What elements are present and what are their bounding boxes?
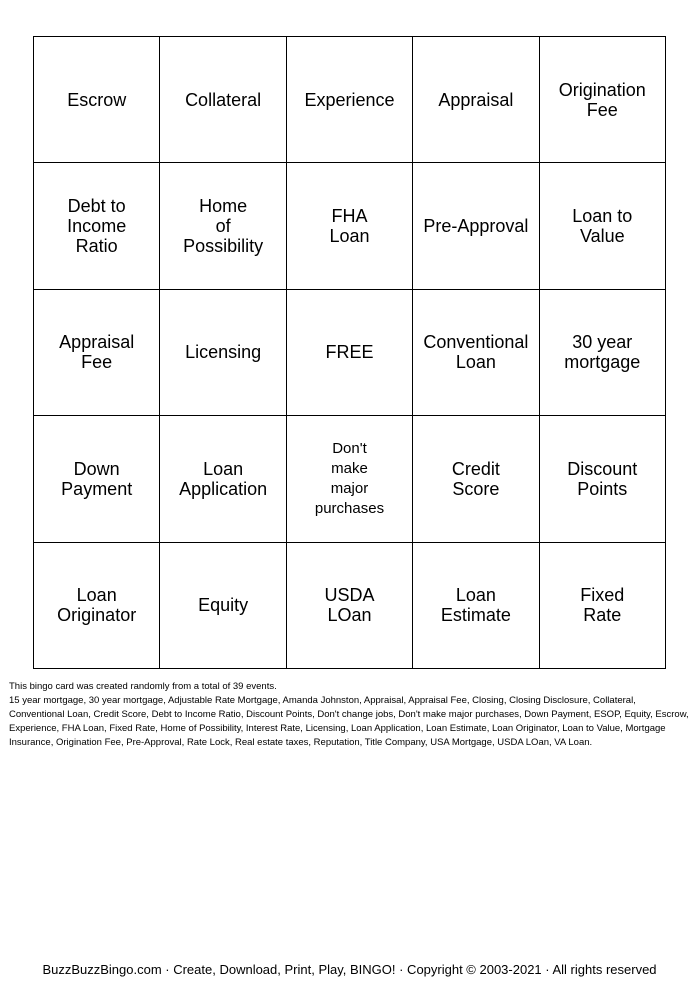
bingo-cell: Fixed Rate bbox=[540, 543, 666, 669]
bingo-cell: Conventional Loan bbox=[413, 290, 539, 416]
bingo-cell: Home of Possibility bbox=[160, 163, 286, 289]
bingo-cell: Down Payment bbox=[34, 416, 160, 542]
bingo-cell: Discount Points bbox=[540, 416, 666, 542]
card-notes bbox=[9, 680, 691, 750]
bingo-card-grid bbox=[33, 36, 666, 669]
bingo-cell: Appraisal Fee bbox=[34, 290, 160, 416]
bingo-free-cell: FREE bbox=[287, 290, 413, 416]
bingo-cell: Loan Estimate bbox=[413, 543, 539, 669]
bingo-cell: Pre-Approval bbox=[413, 163, 539, 289]
bingo-cell: Origination Fee bbox=[540, 37, 666, 163]
bingo-cell: Loan Originator bbox=[34, 543, 160, 669]
notes-event-list: 15 year mortgage, 30 year mortgage, Adjustable Rate Mortgage, Amanda Johnston, Appraisal, Appraisal Fee, Closing, Closing Disclosure, Collateral, Conventional Loan, Credit Score, Debt to Income Ratio, Discount Points, Don't change jobs, Don't make major purchases, Down Payment, ESOP, Equity, Escrow, Experience, FHA Loan, Fixed Rate, Home of Possibility, Interest Rate, Licensing, Loan Application, Loan Estimate, Loan Originator, Loan to Value, Mortgage Insurance, Origination Fee, Pre-Approval, Rate Lock, Real estate taxes, Reputation, Title Company, USA Mortgage, USDA LOan, VA Loan. bbox=[9, 695, 689, 748]
bingo-cell: Credit Score bbox=[413, 416, 539, 542]
bingo-cell: Escrow bbox=[34, 37, 160, 163]
bingo-cell: Experience bbox=[287, 37, 413, 163]
bingo-cell: FHA Loan bbox=[287, 163, 413, 289]
page-footer: BuzzBuzzBingo.com · Create, Download, Print, Play, BINGO! · Copyright © 2003-2021 · All rights reserved bbox=[42, 962, 657, 977]
bingo-cell: Debt to Income Ratio bbox=[34, 163, 160, 289]
bingo-cell: Equity bbox=[160, 543, 286, 669]
bingo-cell: Licensing bbox=[160, 290, 286, 416]
bingo-cell: 30 year mortgage bbox=[540, 290, 666, 416]
notes-summary: This bingo card was created randomly from a total of 39 events. bbox=[9, 681, 277, 692]
bingo-cell: Collateral bbox=[160, 37, 286, 163]
bingo-cell: Appraisal bbox=[413, 37, 539, 163]
bingo-cell: Don't make major purchases bbox=[287, 416, 413, 542]
bingo-cell: USDA LOan bbox=[287, 543, 413, 669]
bingo-cell: Loan Application bbox=[160, 416, 286, 542]
bingo-cell: Loan to Value bbox=[540, 163, 666, 289]
